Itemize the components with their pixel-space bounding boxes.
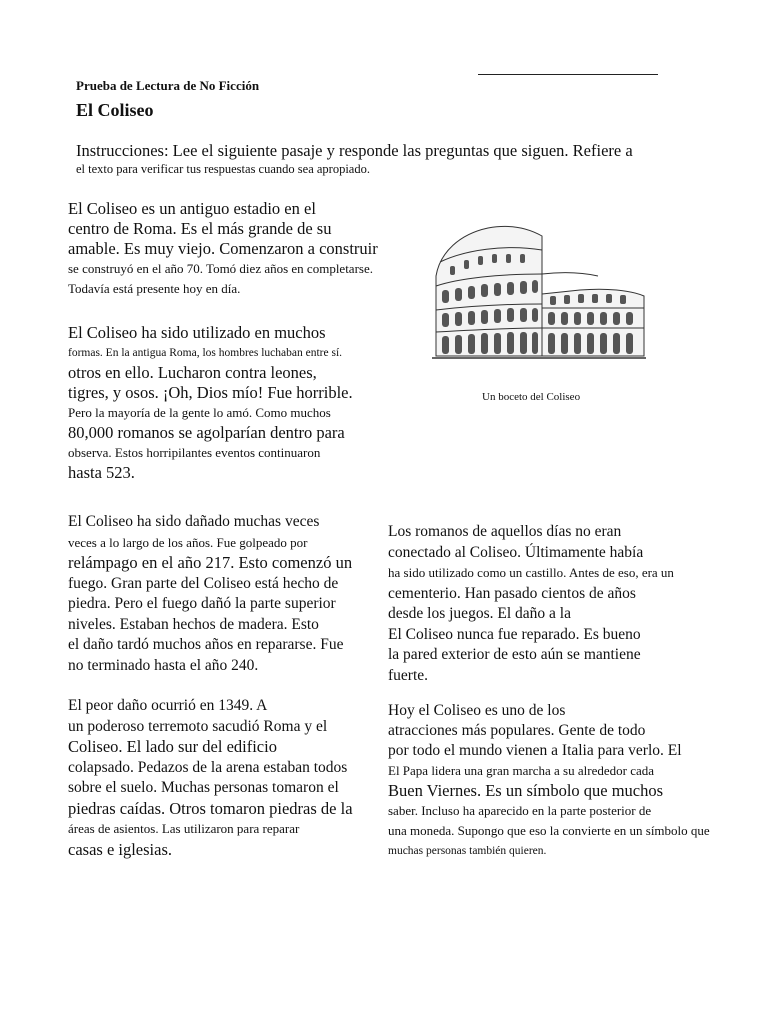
paragraph-line: atracciones más populares. Gente de todo [388,722,646,739]
paragraph-line: El Coliseo nunca fue reparado. Es bueno [388,625,641,643]
paragraph-line: El peor daño ocurrió en 1349. A [68,697,268,714]
paragraph-line: piedras caídas. Otros tomaron piedras de la [68,798,353,818]
instructions-line: el texto para verificar tus respuestas cuando sea apropiado. [76,162,370,176]
paragraph-line: Hoy el Coliseo es uno de los [388,702,566,719]
paragraph-line: centro de Roma. Es el más grande de su [68,219,332,238]
paragraph-line: Buen Viernes. Es un símbolo que muchos [388,781,664,800]
paragraph-line: no terminado hasta el año 240. [68,656,259,674]
page-title: El Coliseo [76,100,154,120]
paragraph-line: muchas personas también quieren. [388,845,547,857]
paragraph-line: una moneda. Supongo que eso la convierte en un símbolo que [388,823,710,838]
paragraph-line: niveles. Estaban hechos de madera. Esto [68,615,319,633]
paragraph-line: ha sido utilizado como un castillo. Antes de eso, era un [388,565,674,580]
paragraph-line: se construyó en el año 70. Tomó diez años en completarse. [68,261,373,276]
paragraph-line: amable. Es muy viejo. Comenzaron a construir [68,239,378,258]
paragraph-line: casas e iglesias. [68,839,173,859]
paragraph-line: fuego. Gran parte del Coliseo está hecho de [68,574,339,592]
colosseum-sketch-icon [430,216,648,366]
paragraph-line: 80,000 romanos se agolparían dentro para [68,423,345,442]
paragraph-line: áreas de asientos. Las utilizaron para reparar [68,821,300,836]
paragraph-line: por todo el mundo vienen a Italia para verlo. El [388,742,682,759]
paragraph-line: Pero la mayoría de la gente lo amó. Como muchos [68,405,331,420]
paragraph-1 [68,199,378,299]
paragraph-line: la pared exterior de esto aún se mantiene [388,646,641,663]
paragraph-line: El Papa lidera una gran marcha a su alrededor cada [388,763,655,778]
paragraph-line: colapsado. Pedazos de la arena estaban todos [68,758,348,776]
figure-caption: Un boceto del Coliseo [482,391,581,403]
paragraph-5 [68,696,353,860]
paragraph-line: sobre el suelo. Muchas personas tomaron el [68,779,339,796]
instructions-line: Instrucciones: Lee el siguiente pasaje y responde las preguntas que siguen. Refiere a [76,141,633,160]
paragraph-line: un poderoso terremoto sacudió Roma y el [68,717,328,735]
name-blank-line [478,74,658,75]
paragraph-4 [388,522,674,686]
paragraph-line: el daño tardó muchos años en repararse. Fue [68,636,344,653]
paragraph-line: hasta 523. [68,463,135,482]
paragraph-line: veces a lo largo de los años. Fue golpeado por [68,534,308,550]
paragraph-3 [68,512,352,676]
instructions [76,141,696,177]
paragraph-line: Coliseo. El lado sur del edificio [68,737,277,756]
paragraph-line: conectado al Coliseo. Últimamente había [388,543,644,561]
paragraph-line: desde los juegos. El daño a la [388,605,571,622]
paragraph-line: tigres, y osos. ¡Oh, Dios mío! Fue horrible. [68,383,353,402]
paragraph-line: El Coliseo es un antiguo estadio en el [68,199,316,218]
paragraph-6 [388,701,710,861]
paragraph-line: El Coliseo ha sido dañado muchas veces [68,513,320,530]
paragraph-line: Todavía está presente hoy en día. [68,281,241,296]
paragraph-line: Los romanos de aquellos días no eran [388,523,622,540]
paragraph-line: cementerio. Han pasado cientos de años [388,584,636,602]
paragraph-line: El Coliseo ha sido utilizado en muchos [68,323,326,342]
paragraph-line: piedra. Pero el fuego dañó la parte superior [68,595,336,612]
paragraph-line: otros en ello. Lucharon contra leones, [68,363,317,382]
paragraph-line: relámpago en el año 217. Esto comenzó un [68,553,353,572]
paragraph-line: fuerte. [388,666,429,684]
paragraph-line: saber. Incluso ha aparecido en la parte posterior de [388,803,652,818]
test-subtitle: Prueba de Lectura de No Ficción [76,78,260,93]
paragraph-2 [68,323,353,483]
paragraph-line: formas. En la antigua Roma, los hombres luchaban entre sí. [68,347,343,359]
paragraph-line: observa. Estos horripilantes eventos continuaron [68,445,321,460]
